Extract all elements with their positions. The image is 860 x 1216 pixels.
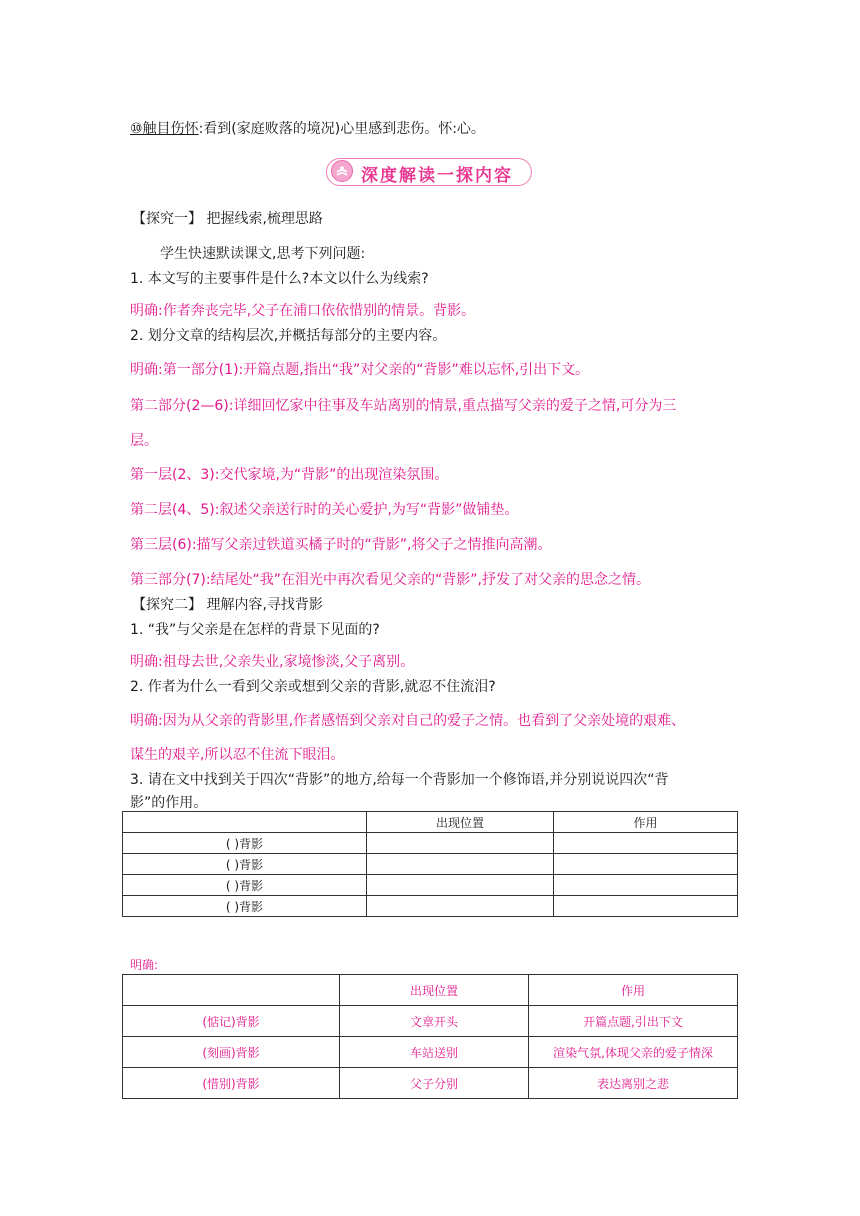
explore1-a2-line: 第一层(2、3):交代家境,为“背影”的出现渲染氛围。: [130, 467, 449, 483]
table-header-cell: 出现位置: [367, 812, 554, 833]
table-row: [123, 1068, 738, 1099]
table-cell-empty: [367, 896, 554, 917]
table-row: [123, 854, 738, 875]
table-cell-empty: [554, 896, 738, 917]
explore2-q3-line: 3. 请在文中找到关于四次“背影”的地方,给每一个背影加一个修饰语,并分别说说四次“背: [130, 772, 669, 788]
explore1-a2-line: 第二部分(2—6):详细回忆家中往事及车站离别的情景,重点描写父亲的爱子之情,可分为三: [130, 398, 677, 414]
table-header-cell: 作用: [554, 812, 738, 833]
table-cell: 渲染气氛,体现父亲的爱子情深: [529, 1037, 738, 1068]
table-cell: 文章开头: [340, 1006, 529, 1037]
explore1-a2-line: 明确:第一部分(1):开篇点题,指出“我”对父亲的“背影”难以忘怀,引出下文。: [130, 362, 590, 378]
table-row: [123, 875, 738, 896]
explore2-q3-line: 影”的作用。: [130, 795, 208, 811]
table-cell: (惦记)背影: [123, 1006, 340, 1037]
table-cell: 车站送别: [340, 1037, 529, 1068]
answer-table: [122, 974, 738, 1099]
explore1-a2-line: 层。: [130, 433, 158, 449]
explore1-a2-line: 第二层(4、5):叙述父亲送行时的关心爱护,为写“背影”做铺垫。: [130, 502, 519, 518]
explore1-a2-line: 第三层(6):描写父亲过铁道买橘子时的“背影”,将父子之情推向高潮。: [130, 537, 552, 553]
explore1-a2-line: 第三部分(7):结尾处“我”在泪光中再次看见父亲的“背影”,抒发了对父亲的思念之情。: [130, 572, 651, 588]
explore1-a1: 明确:作者奔丧完毕,父子在浦口依依惜别的情景。背影。: [130, 303, 476, 319]
table-row: [123, 1006, 738, 1037]
table-row: [123, 833, 738, 854]
explore2-a2-line: 谋生的艰辛,所以忍不住流下眼泪。: [130, 747, 345, 763]
table-cell: ( )背影: [123, 854, 367, 875]
table-cell-empty: [367, 833, 554, 854]
book-emblem-icon: [331, 160, 353, 182]
table-row: [123, 1037, 738, 1068]
table-cell: 父子分别: [340, 1068, 529, 1099]
section-banner: [326, 158, 532, 186]
explore2-a1: 明确:祖母去世,父亲失业,家境惨淡,父子离别。: [130, 654, 415, 670]
explore2-a2-line: 明确:因为从父亲的背影里,作者感悟到父亲对自己的爱子之情。也看到了父亲处境的艰难、: [130, 713, 686, 729]
explore1-q1: 1. 本文写的主要事件是什么?本文以什么为线索?: [130, 271, 429, 287]
table-cell-empty: [554, 875, 738, 896]
table-cell-empty: [554, 854, 738, 875]
table-cell: ( )背影: [123, 896, 367, 917]
answer-label: 明确:: [130, 958, 159, 972]
table-header-cell: [123, 812, 367, 833]
table-header-cell: [123, 975, 340, 1006]
table-cell-empty: [554, 833, 738, 854]
banner-title: 深度解读一探内容: [361, 166, 513, 186]
explore2-q2: 2. 作者为什么一看到父亲或想到父亲的背影,就忍不住流泪?: [130, 679, 496, 695]
table-header-cell: 出现位置: [340, 975, 529, 1006]
table-cell-empty: [367, 875, 554, 896]
table-cell: (惜别)背影: [123, 1068, 340, 1099]
explore1-intro: 学生快速默读课文,思考下列问题:: [160, 246, 366, 262]
table-cell: (刻画)背影: [123, 1037, 340, 1068]
table-cell: 开篇点题,引出下文: [529, 1006, 738, 1037]
vocab-line: [130, 118, 485, 138]
explore2-q1: 1. “我”与父亲是在怎样的背景下见面的?: [130, 622, 380, 638]
explore1-q2: 2. 划分文章的结构层次,并概括每部分的主要内容。: [130, 328, 447, 344]
table-cell: ( )背影: [123, 833, 367, 854]
vocab-term: ⑩触目伤怀: [130, 121, 199, 137]
explore1-heading: 【探究一】 把握线索,梳理思路: [132, 211, 323, 227]
explore2-heading: 【探究二】 理解内容,寻找背影: [132, 597, 323, 613]
table-cell: 表达离别之悲: [529, 1068, 738, 1099]
table-header-row: [123, 812, 738, 833]
blank-table: [122, 811, 738, 917]
vocab-definition: :看到(家庭败落的境况)心里感到悲伤。怀:心。: [198, 121, 485, 137]
table-cell-empty: [367, 854, 554, 875]
table-cell: ( )背影: [123, 875, 367, 896]
table-row: [123, 896, 738, 917]
table-header-row: [123, 975, 738, 1006]
table-header-cell: 作用: [529, 975, 738, 1006]
